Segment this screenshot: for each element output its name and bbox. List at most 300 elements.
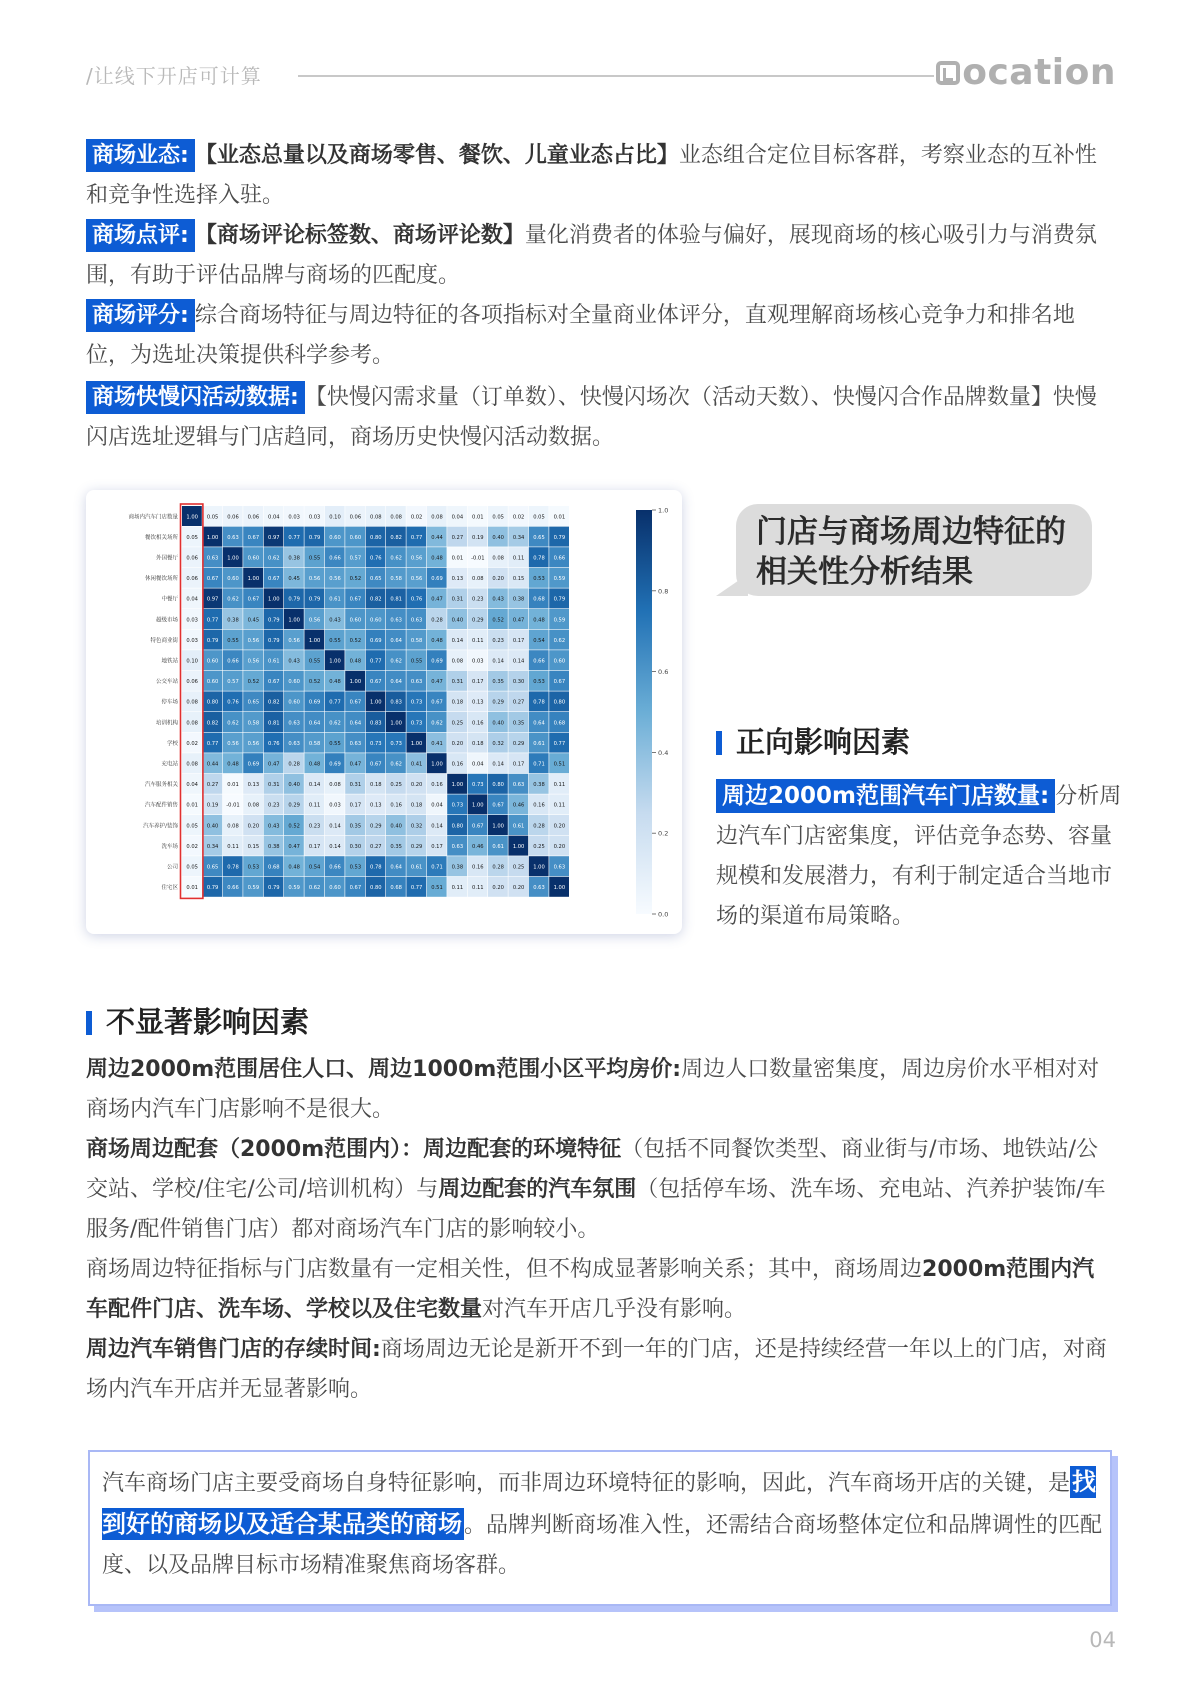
heatmap-cell-value: 0.19: [472, 534, 484, 541]
page-header: [86, 54, 1116, 94]
heatmap-cell-value: 0.10: [329, 514, 341, 521]
heatmap-cell-value: 0.47: [431, 596, 443, 603]
heatmap-cell-value: 0.28: [431, 617, 443, 624]
heatmap-cell-value: 0.03: [472, 658, 484, 665]
heatmap-cell-value: 0.60: [329, 885, 341, 892]
heatmap-cell-value: 0.23: [492, 637, 504, 644]
heatmap-cell-value: 0.27: [206, 782, 219, 789]
heatmap-cell-value: 0.52: [308, 679, 321, 686]
intro-paragraph-mall-reviews: [86, 216, 1116, 296]
heatmap-cell-value: 1.00: [186, 514, 198, 521]
heatmap-cell-value: 0.67: [349, 885, 362, 892]
summary-post: 。品牌判断商场准入性，还需结合商场整体定位和品牌调性的匹配度、以及品牌目标市场精准聚焦商场客群。: [102, 1513, 1103, 1578]
heatmap-cell-value: 0.60: [206, 658, 219, 665]
heatmap-cell-value: 0.11: [553, 782, 566, 789]
heatmap-cell-value: 0.62: [227, 720, 239, 727]
heatmap-cell-value: 0.10: [186, 658, 198, 665]
heatmap-cell-value: 0.66: [329, 864, 341, 871]
insignificant-item-population: [86, 1050, 1116, 1130]
heatmap-cell-value: 0.25: [512, 864, 525, 871]
heatmap-cell-value: 0.19: [206, 802, 219, 809]
heatmap-cell-value: 0.30: [349, 843, 362, 850]
heatmap-cell-value: -0.01: [471, 555, 485, 562]
heatmap-cell-value: 0.08: [431, 514, 443, 521]
heatmap-cell-value: 0.97: [206, 596, 219, 603]
heatmap-row-label: 充电站: [161, 761, 178, 768]
heatmap-cell-value: 0.40: [288, 782, 300, 789]
heatmap-cell-value: 0.79: [553, 534, 566, 541]
heatmap-cell-value: 0.78: [533, 699, 545, 706]
heatmap-cell-value: 0.06: [186, 679, 198, 686]
heatmap-cell-value: 0.77: [370, 658, 382, 665]
heatmap-cell-value: 0.81: [390, 596, 402, 603]
heatmap-cell-value: 0.76: [370, 555, 382, 562]
heatmap-cell-value: 0.31: [268, 782, 280, 789]
heatmap-cell-value: 0.68: [553, 720, 566, 727]
heatmap-cell-value: 0.25: [533, 843, 545, 850]
heatmap-cell-value: 0.29: [492, 699, 504, 706]
heatmap-cell-value: 0.45: [247, 617, 260, 624]
heatmap-cell-value: 0.69: [431, 576, 443, 583]
tag-mall-reviews: 商场点评:: [86, 219, 195, 252]
heatmap-cell-value: 0.11: [227, 843, 239, 850]
heatmap-cell-value: 0.08: [247, 802, 260, 809]
heatmap-cell-value: 0.16: [431, 782, 443, 789]
heatmap-cell-value: 0.01: [451, 555, 464, 562]
heatmap-cell-value: 0.66: [227, 658, 239, 665]
heatmap-row-label: 学校: [166, 740, 178, 747]
heatmap-cell-value: 0.43: [329, 617, 341, 624]
heatmap-cell-value: 0.18: [451, 699, 464, 706]
heatmap-cell-value: 0.60: [288, 699, 300, 706]
heatmap-cell-value: 0.14: [512, 658, 525, 665]
heatmap-cell-value: 0.29: [512, 740, 525, 747]
callout-text: [756, 512, 1066, 592]
heatmap-cell-value: 0.27: [512, 699, 525, 706]
heatmap-cell-value: 0.03: [288, 514, 300, 521]
heatmap-cell-value: 0.25: [451, 720, 464, 727]
heatmap-cell-value: 1.00: [206, 534, 219, 541]
heatmap-cell-value: 0.69: [431, 658, 443, 665]
heatmap-cell-value: 0.65: [247, 699, 260, 706]
heatmap-cell-value: 0.47: [431, 679, 443, 686]
heatmap-cell-value: 0.23: [268, 802, 280, 809]
heatmap-cell-value: 0.80: [553, 699, 566, 706]
heatmap-cell-value: 0.11: [512, 555, 525, 562]
heatmap-cell-value: 0.67: [370, 761, 382, 768]
heatmap-cell-value: 0.05: [492, 514, 504, 521]
heatmap-cell-value: 0.66: [533, 658, 545, 665]
heatmap-cell-value: 1.00: [227, 555, 239, 562]
heatmap-cell-value: 0.03: [186, 637, 198, 644]
heatmap-cell-value: 0.54: [308, 864, 321, 871]
insignificant-item-correlation: [86, 1250, 1116, 1330]
heatmap-cell-value: 0.76: [268, 740, 280, 747]
heatmap-cell-value: 0.80: [492, 782, 504, 789]
logo-text: ocation: [962, 52, 1116, 93]
heatmap-cell-value: 0.63: [512, 782, 525, 789]
heatmap-cell-value: 0.17: [308, 843, 321, 850]
heatmap-cell-value: 0.78: [227, 864, 239, 871]
heatmap-cell-value: 0.64: [390, 637, 402, 644]
heatmap-cell-value: 0.62: [553, 637, 566, 644]
heatmap-cell-value: 0.79: [308, 596, 321, 603]
result-callout: [736, 504, 1092, 596]
heatmap-cell-value: 0.38: [533, 782, 545, 789]
heatmap-cell-value: 0.14: [431, 823, 443, 830]
correlation-heatmap: [86, 490, 682, 934]
tag-mall-score: 商场评分:: [86, 299, 195, 332]
heatmap-cell-value: 0.14: [329, 823, 341, 830]
heatmap-cell-value: 0.51: [431, 885, 443, 892]
heatmap-cell-value: 0.27: [370, 843, 382, 850]
heatmap-cell-value: 0.60: [206, 679, 219, 686]
heatmap-cell-value: 0.32: [410, 823, 423, 830]
heatmap-row-label: 公交车站: [155, 679, 178, 686]
heatmap-row-label: 特色商业街: [150, 637, 178, 644]
heatmap-cell-value: 0.55: [227, 637, 239, 644]
header-divider: [298, 75, 934, 77]
positive-factors-paragraph: [716, 776, 1126, 937]
heatmap-cell-value: 0.31: [451, 596, 464, 603]
heatmap-cell-value: 0.65: [206, 864, 219, 871]
heatmap-cell-value: 0.48: [349, 658, 362, 665]
heatmap-cell-value: 0.79: [553, 596, 566, 603]
heatmap-cell-value: 0.63: [533, 885, 545, 892]
heatmap-cell-value: 0.59: [288, 885, 300, 892]
heatmap-cell-value: 0.05: [186, 864, 198, 871]
heatmap-cell-value: 0.53: [349, 864, 362, 871]
heatmap-cell-value: 0.58: [247, 720, 260, 727]
heatmap-cell-value: 0.67: [431, 699, 443, 706]
heatmap-cell-value: 0.63: [390, 617, 402, 624]
heatmap-cell-value: 0.63: [288, 740, 300, 747]
heatmap-cell-value: 0.67: [206, 576, 219, 583]
heatmap-cell-value: 0.55: [308, 658, 321, 665]
heatmap-cell-value: 0.08: [329, 782, 341, 789]
heatmap-cell-value: 0.41: [431, 740, 443, 747]
heatmap-cell-value: 0.62: [227, 596, 239, 603]
insignificant-item-facilities: [86, 1130, 1116, 1250]
heatmap-cell-value: 0.40: [206, 823, 219, 830]
summary-highlight: 找到好的商场以及适合某品类的商场: [102, 1468, 1097, 1538]
heatmap-cell-value: 0.82: [268, 699, 280, 706]
heatmap-cell-value: 0.61: [533, 740, 545, 747]
summary-box: [88, 1450, 1112, 1606]
heatmap-cell-value: 0.46: [512, 802, 525, 809]
tag-car-store-count: 周边2000m范围汽车门店数量:: [716, 779, 1055, 813]
heatmap-cell-value: 0.79: [268, 617, 280, 624]
heatmap-cell-value: 0.35: [492, 679, 504, 686]
heatmap-cell-value: 0.63: [349, 740, 362, 747]
heatmap-cell-value: 0.65: [370, 576, 382, 583]
heatmap-cell-value: 0.64: [390, 864, 402, 871]
heatmap-cell-value: 0.79: [206, 637, 219, 644]
heatmap-cell-value: 0.16: [472, 720, 484, 727]
callout-tail: [716, 574, 748, 596]
heatmap-cell-value: 0.48: [329, 679, 341, 686]
heatmap-cell-value: 1.00: [492, 823, 504, 830]
heatmap-cell-value: 0.81: [268, 720, 280, 727]
callout-line-2: 相关性分析结果: [756, 554, 973, 590]
heatmap-cell-value: 0.71: [431, 864, 443, 871]
heatmap-cell-value: 0.63: [410, 679, 423, 686]
tag-popup-data: 商场快慢闪活动数据:: [86, 381, 305, 414]
heatmap-cell-value: 0.56: [308, 576, 321, 583]
intro-text: 业态组合定位目标客群，考察业态的互补性和竞争性选择入驻。: [86, 143, 1097, 208]
heatmap-row-label: 汽车养护/装饰: [143, 823, 178, 830]
heatmap-cell-value: 0.60: [349, 617, 362, 624]
heatmap-cell-value: 0.53: [533, 679, 545, 686]
heatmap-cell-value: 0.56: [247, 658, 260, 665]
heatmap-cell-value: 0.05: [206, 514, 219, 521]
heatmap-cell-value: 1.00: [512, 843, 525, 850]
heatmap-cell-value: 0.62: [431, 720, 443, 727]
heatmap-cell-value: 0.68: [533, 596, 545, 603]
heatmap-cell-value: 0.48: [533, 617, 545, 624]
heatmap-cell-value: 0.29: [472, 617, 484, 624]
heatmap-cell-value: 0.18: [370, 782, 382, 789]
heatmap-cell-value: 0.32: [492, 740, 504, 747]
heatmap-cell-value: 0.28: [533, 823, 545, 830]
heatmap-cell-value: 0.34: [206, 843, 219, 850]
heatmap-cell-value: 0.06: [227, 514, 239, 521]
heatmap-cell-value: 0.01: [186, 885, 198, 892]
heatmap-cell-value: 0.08: [186, 720, 198, 727]
item-bold: 2000m范围内汽车配件门店、洗车场、学校以及住宅数量: [86, 1257, 1095, 1322]
heatmap-cell-value: 0.48: [227, 761, 239, 768]
heatmap-cell-value: 0.08: [186, 761, 198, 768]
heatmap-cell-value: 0.66: [553, 555, 566, 562]
item-text-2: （包括停车场、洗车场、充电站、汽养护装饰/车服务/配件销售门店）都对商场汽车门店的影响较小。: [86, 1177, 1106, 1242]
heatmap-cell-value: 0.03: [329, 802, 341, 809]
heatmap-cell-value: 0.34: [512, 534, 525, 541]
heatmap-cell-value: 0.13: [472, 699, 484, 706]
heatmap-cell-value: 0.66: [227, 885, 239, 892]
heatmap-cell-value: 0.06: [186, 555, 198, 562]
heatmap-cell-value: 0.69: [308, 699, 321, 706]
heatmap-cell-value: 0.61: [268, 658, 280, 665]
correlation-heatmap-card: [86, 490, 682, 934]
heatmap-cell-value: 0.56: [227, 740, 239, 747]
heatmap-row-label: 休闲餐饮场所: [144, 576, 178, 583]
heatmap-cell-value: 0.61: [492, 843, 504, 850]
heatmap-cell-value: 1.00: [268, 596, 280, 603]
heatmap-cell-value: 0.77: [410, 534, 423, 541]
heatmap-cell-value: 0.35: [512, 720, 525, 727]
heatmap-cell-value: 0.60: [247, 555, 260, 562]
heatmap-cell-value: 0.77: [206, 617, 219, 624]
heatmap-cell-value: 0.28: [288, 761, 300, 768]
heatmap-cell-value: 0.58: [410, 637, 423, 644]
heatmap-cell-value: 0.01: [186, 802, 198, 809]
heatmap-cell-value: 1.00: [533, 864, 545, 871]
heatmap-cell-value: 1.00: [553, 885, 566, 892]
heatmap-cell-value: 0.01: [227, 782, 239, 789]
heatmap-cell-value: 0.56: [329, 576, 341, 583]
heatmap-cell-value: 0.48: [308, 761, 321, 768]
heatmap-cell-value: 0.68: [268, 864, 280, 871]
heatmap-cell-value: 0.27: [451, 534, 464, 541]
heatmap-cell-value: 1.00: [410, 740, 423, 747]
item-bold-2: 周边配套的汽车氛围: [438, 1177, 637, 1202]
heatmap-cell-value: 0.01: [553, 514, 566, 521]
heatmap-cell-value: 0.56: [247, 740, 260, 747]
summary-pre: 汽车商场门店主要受商场自身特征影响，而非周边环境特征的影响，因此，汽车商场开店的关键，是: [102, 1471, 1071, 1496]
heatmap-row-label: 培训机构: [155, 720, 178, 727]
heatmap-cell-value: 0.60: [370, 617, 382, 624]
heatmap-cell-value: 0.14: [308, 782, 321, 789]
heatmap-cell-value: 0.16: [390, 802, 402, 809]
logo-l-icon: [936, 61, 960, 85]
heatmap-cell-value: 1.00: [329, 658, 341, 665]
heatmap-cell-value: 0.11: [553, 802, 566, 809]
heatmap-row-label: 外国餐厅: [155, 555, 178, 562]
colorbar-tick-label: 0.0: [658, 910, 669, 919]
heatmap-cell-value: 0.73: [410, 720, 423, 727]
colorbar-tick-label: 0.6: [658, 668, 669, 677]
heatmap-cell-value: 0.58: [390, 576, 402, 583]
heatmap-cell-value: 0.63: [206, 555, 219, 562]
item-text: 周边人口数量密集度，周边房价水平相对对商场内汽车门店影响不是很大。: [86, 1057, 1100, 1122]
heatmap-cell-value: 0.20: [247, 823, 260, 830]
heatmap-cell-value: 0.97: [268, 534, 280, 541]
heatmap-cell-value: 0.77: [206, 740, 219, 747]
heatmap-cell-value: 0.16: [472, 864, 484, 871]
heatmap-cell-value: 0.63: [553, 864, 566, 871]
intro-text: 综合商场特征与周边特征的各项指标对全量商业体评分，直观理解商场核心竞争力和排名地位，为选址决策提供科学参考。: [86, 303, 1075, 368]
heatmap-cell-value: 1.00: [288, 617, 300, 624]
heatmap-cell-value: 0.14: [451, 637, 464, 644]
intro-paragraph-mall-format: [86, 136, 1116, 216]
heatmap-cell-value: 0.80: [370, 534, 382, 541]
heatmap-cell-value: 0.38: [268, 843, 280, 850]
heatmap-cell-value: 0.38: [288, 555, 300, 562]
heatmap-cell-value: 0.13: [370, 802, 382, 809]
heatmap-cell-value: 0.63: [288, 720, 300, 727]
heatmap-cell-value: 0.23: [308, 823, 321, 830]
summary-text: [102, 1462, 1102, 1586]
heatmap-cell-value: 0.02: [410, 514, 423, 521]
heatmap-cell-value: 0.31: [349, 782, 362, 789]
heatmap-cell-value: 0.79: [268, 885, 280, 892]
heatmap-cell-value: 0.79: [206, 885, 219, 892]
heatmap-cell-value: 0.41: [410, 761, 423, 768]
heatmap-cell-value: 0.04: [472, 761, 484, 768]
heatmap-cell-value: 0.20: [492, 576, 504, 583]
heatmap-cell-value: 0.31: [451, 679, 464, 686]
heatmap-cell-value: 1.00: [390, 720, 402, 727]
heatmap-cell-value: 0.23: [472, 596, 484, 603]
colorbar: [636, 510, 652, 914]
item-bold: 商场周边配套（2000m范围内）：周边配套的环境特征: [86, 1137, 622, 1162]
heatmap-cell-value: 0.64: [390, 679, 402, 686]
heatmap-cell-value: 0.56: [308, 617, 321, 624]
heatmap-cell-value: 0.43: [288, 658, 300, 665]
heatmap-cell-value: 0.59: [247, 885, 260, 892]
heatmap-cell-value: 0.63: [410, 617, 423, 624]
colorbar-tick-label: 1.0: [658, 506, 669, 515]
heatmap-cell-value: 0.67: [247, 596, 260, 603]
heatmap-cell-value: 1.00: [247, 576, 260, 583]
heatmap-cell-value: 0.69: [329, 761, 341, 768]
heatmap-cell-value: 0.55: [329, 637, 341, 644]
heatmap-cell-value: 0.20: [553, 843, 566, 850]
item-text: 商场周边特征指标与门店数量有一定相关性，但不构成显著影响关系；其中，商场周边: [86, 1257, 923, 1282]
heatmap-cell-value: 0.11: [472, 885, 484, 892]
heatmap-cell-value: 0.05: [533, 514, 545, 521]
heatmap-cell-value: 0.57: [349, 555, 362, 562]
heatmap-cell-value: 0.63: [451, 843, 464, 850]
heatmap-cell-value: 0.80: [206, 699, 219, 706]
heatmap-cell-value: 0.25: [390, 782, 402, 789]
location-logo: [936, 52, 1116, 93]
intro-bold: 【业态总量以及商场零售、餐饮、儿童业态占比】: [194, 143, 679, 168]
heatmap-cell-value: 0.78: [370, 864, 382, 871]
heatmap-cell-value: 0.65: [533, 534, 545, 541]
intro-text: 【快慢闪需求量（订单数）、快慢闪场次（活动天数）、快慢闪合作品牌数量】快慢闪店选址逻辑与门店趋同，商场历史快慢闪活动数据。: [86, 385, 1097, 450]
intro-paragraph-mall-score: [86, 296, 1116, 376]
heatmap-cell-value: 0.52: [349, 576, 362, 583]
heatmap-cell-value: 0.64: [349, 720, 362, 727]
heatmap-cell-value: 0.35: [349, 823, 362, 830]
heatmap-cell-value: 0.43: [492, 596, 504, 603]
heatmap-cell-value: 0.04: [186, 782, 198, 789]
heatmap-cell-value: 0.62: [308, 885, 321, 892]
heatmap-cell-value: 0.53: [247, 864, 260, 871]
heatmap-cell-value: 0.38: [227, 617, 239, 624]
insignificant-factors-title: 不显著影响因素: [106, 1005, 310, 1039]
heatmap-cell-value: -0.01: [226, 802, 240, 809]
heatmap-cell-value: 0.67: [349, 699, 362, 706]
heatmap-cell-value: 0.47: [512, 617, 525, 624]
heatmap-cell-value: 0.04: [186, 596, 198, 603]
heatmap-cell-value: 0.67: [553, 679, 566, 686]
heatmap-cell-value: 0.67: [370, 679, 382, 686]
heatmap-cell-value: 0.11: [451, 885, 464, 892]
heatmap-cell-value: 0.67: [349, 596, 362, 603]
heatmap-cell-value: 0.69: [247, 761, 260, 768]
heatmap-cell-value: 0.17: [512, 761, 525, 768]
intro-text: 量化消费者的体验与偏好，展现商场的核心吸引力与消费氛围，有助于评估品牌与商场的匹配度。: [86, 223, 1097, 288]
heading-bar-icon: [716, 731, 722, 755]
heatmap-cell-value: 0.04: [451, 514, 464, 521]
heatmap-cell-value: 0.30: [512, 679, 525, 686]
heatmap-cell-value: 0.53: [533, 576, 545, 583]
heatmap-cell-value: 0.60: [329, 534, 341, 541]
heatmap-cell-value: 0.61: [329, 596, 341, 603]
heatmap-cell-value: 0.08: [370, 514, 382, 521]
intro-bold: 【商场评论标签数、商场评论数】: [194, 223, 525, 248]
heatmap-cell-value: 0.62: [329, 720, 341, 727]
heatmap-cell-value: 0.82: [390, 534, 402, 541]
heatmap-cell-value: 0.60: [349, 534, 362, 541]
heatmap-row-label: 公司: [166, 864, 178, 871]
heatmap-cell-value: 0.45: [288, 576, 300, 583]
heatmap-cell-value: 0.08: [227, 823, 239, 830]
heatmap-cell-value: 0.20: [492, 885, 504, 892]
positive-factors-text: 分析周边汽车门店密集度，评估竞争态势、容量规模和发展潜力，有利于制定适合当地市场的渠道布局策略。: [716, 784, 1122, 929]
heatmap-cell-value: 1.00: [472, 802, 484, 809]
heatmap-cell-value: 0.20: [451, 740, 464, 747]
heatmap-cell-value: 0.73: [390, 740, 402, 747]
positive-factors-title: 正向影响因素: [736, 725, 911, 759]
heatmap-cell-value: 0.02: [512, 514, 525, 521]
heatmap-row-label: 洗车场: [161, 843, 178, 850]
heatmap-cell-value: 0.43: [268, 823, 280, 830]
heatmap-cell-value: 0.55: [308, 555, 321, 562]
heatmap-cell-value: 0.67: [247, 534, 260, 541]
